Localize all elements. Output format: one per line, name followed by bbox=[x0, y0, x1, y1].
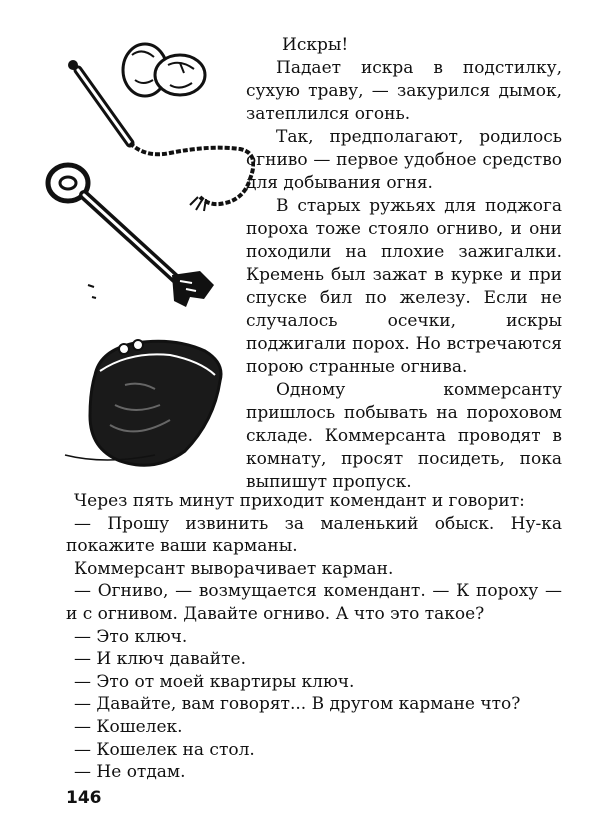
right-text-column bbox=[246, 34, 562, 494]
paragraph: Одному коммерсанту пришлось побывать на пороховом складе. Коммерсанта проводят в комнату, просят посидеть, пока выпишут пропуск. bbox=[246, 380, 562, 492]
dialogue-line: — Не отдам. bbox=[74, 762, 186, 783]
purse-icon bbox=[65, 340, 221, 465]
paragraph: Коммерсант выворачивает карман. bbox=[74, 558, 394, 579]
dialogue-line: — Прошу извинить за маленький обыск. Ну-ка покажите ваши карманы. bbox=[66, 513, 562, 557]
dialogue-line: — Кошелек. bbox=[74, 716, 183, 737]
dialogue-line: — Это ключ. bbox=[74, 626, 188, 647]
paragraph: Через пять минут приходит комендант и говорит: bbox=[74, 491, 525, 511]
section-title: Искры! bbox=[282, 35, 349, 55]
paragraph: Так, предполагают, родилось огниво — первое удобное средство для добывания огня. bbox=[246, 127, 562, 193]
full-width-text bbox=[66, 490, 562, 784]
key-icon bbox=[48, 165, 214, 307]
paragraph: Падает искра в подстилку, сухую траву, — закурился дымок, затеплился огонь. bbox=[246, 58, 562, 124]
page-number: 146 bbox=[66, 788, 102, 808]
dialogue-line: — Кошелек на стол. bbox=[74, 739, 255, 760]
dialogue-line: — Это от моей квартиры ключ. bbox=[74, 671, 355, 692]
dialogue-line: — Давайте, вам говорят... В другом кармане что? bbox=[74, 694, 521, 715]
paragraph: В старых ружьях для поджога пороха тоже стояло огниво, и они походили на плохие зажигалки. Кремень был зажат в курке и при спуске бил по железу. Если не случалось осечки, искры поджигали порох. Но встречаются порою странные огнива. bbox=[246, 196, 562, 377]
dialogue-line: — И ключ давайте. bbox=[74, 649, 247, 670]
illustration-flint-key-purse bbox=[40, 35, 255, 475]
dialogue-line: — Огниво, — возмущается комендант. — К пороху — и с огнивом. Давайте огниво. А что это такое? bbox=[66, 581, 562, 624]
flint-stones-icon bbox=[123, 44, 205, 96]
